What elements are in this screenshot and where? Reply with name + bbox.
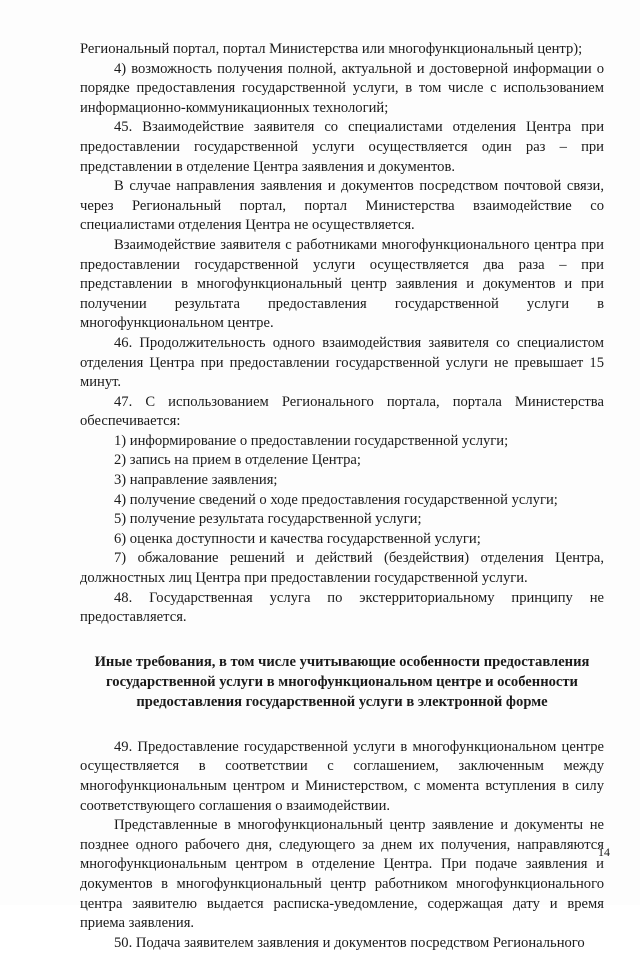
document-body: [80, 40, 604, 953]
list-item: 6) оценка доступности и качества государственной услуги;: [114, 530, 481, 547]
list-item: 1) информирование о предоставлении государственной услуги;: [114, 432, 509, 449]
list-item: 4) получение сведений о ходе предоставления государственной услуги;: [114, 491, 558, 508]
paragraph-item-4: 4) возможность получения полной, актуальной и достоверной информации о порядке предоставления государственной услуги, в том числе с использованием информационно-коммуникационных технологий;: [80, 60, 604, 116]
paragraph-mfc-documents: Представленные в многофункциональный центр заявление и документы не позднее одного рабочего дня, следующего за днем их получения, направляются многофункциональным центром в отделение Центра. При подаче заявления и документов в многофункциональный центр работником многофункционального центра заявителю выдается расписка-уведомление, содержащая дату и время приема заявления.: [80, 817, 604, 932]
paragraph-50: 50. Подача заявителем заявления и документов посредством Регионального: [114, 934, 585, 951]
paragraph-46: 46. Продолжительность одного взаимодействия заявителя со специалистом отделения Центра при предоставлении государственной услуги не превышает 15 минут.: [80, 334, 604, 391]
paragraph-49: 49. Предоставление государственной услуги в многофункциональном центре осуществляется в соответствии с соглашением, заключенным между многофункциональным центром и Министерством, с момента вступления в силу соответствующего соглашения о взаимодействии.: [80, 738, 604, 814]
paragraph-45: 45. Взаимодействие заявителя со специалистами отделения Центра при предоставлении государственной услуги осуществляется один раз – при представлении в отделение Центра заявления и документов.: [80, 119, 604, 175]
paragraph-47: 47. С использованием Регионального портала, портала Министерства обеспечивается:: [80, 393, 604, 430]
list-item: 2) запись на прием в отделение Центра;: [114, 452, 361, 469]
list-item: 5) получение результата государственной услуги;: [114, 511, 422, 528]
page-number: 14: [598, 845, 610, 859]
paragraph-48: 48. Государственная услуга по экстерриториальному принципу не предоставляется.: [80, 589, 604, 626]
list-item: 3) направление заявления;: [114, 472, 278, 489]
section-heading: Иные требования, в том числе учитывающие особенности предоставления государственной услуги в многофункциональном центре и особенности предоставления государственной услуги в электронной форме: [94, 653, 590, 710]
list-item: 7) обжалование решений и действий (бездействия) отделения Центра, должностных лиц Центра при предоставлении государственной услуги.: [80, 550, 604, 587]
paragraph-mfc-interaction: Взаимодействие заявителя с работниками многофункционального центра при предоставлении государственной услуги осуществляется два раза – при представлении в многофункциональный центр заявления и документов и при получении результата предоставления государственной услуги в многофункциональном центре.: [80, 236, 604, 332]
paragraph-continuation: Региональный портал, портал Министерства или многофункциональный центр);: [80, 41, 583, 57]
paragraph-postal: В случае направления заявления и документов посредством почтовой связи, через Региональный портал, портал Министерства взаимодействие со специалистами отделения Центра не осуществляется.: [80, 178, 604, 234]
